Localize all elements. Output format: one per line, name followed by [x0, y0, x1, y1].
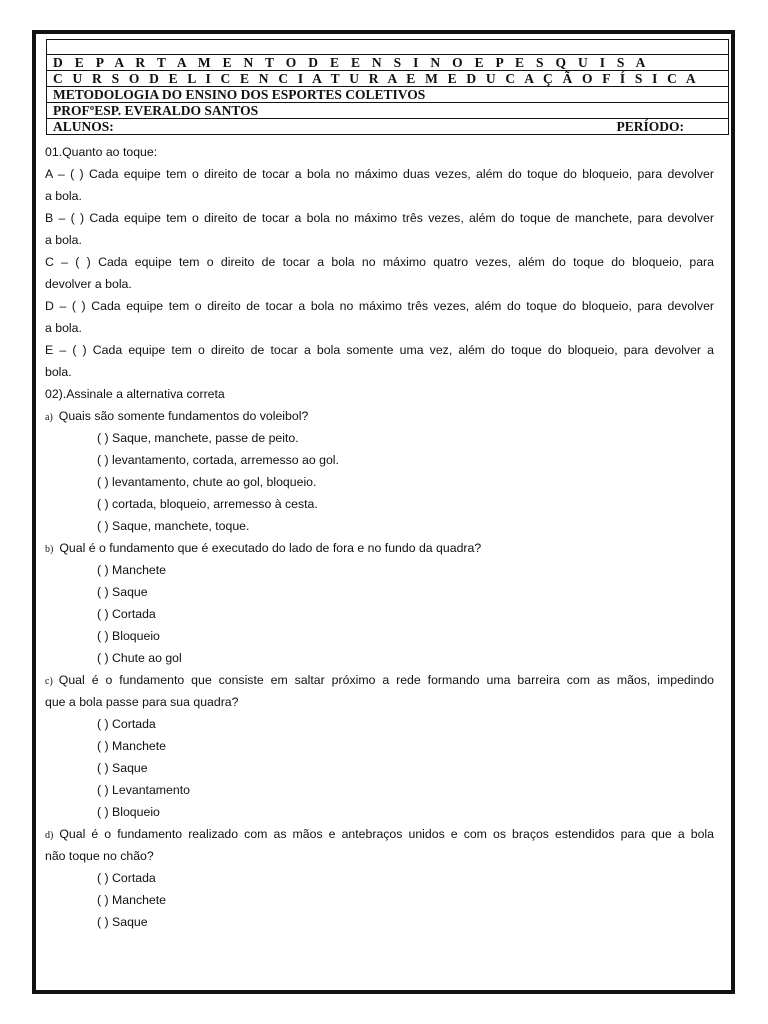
q2a-letter: a)	[45, 412, 53, 423]
q2c-question	[45, 669, 714, 691]
exam-body	[45, 141, 714, 933]
q2c-option-3: ( ) Saque	[97, 761, 148, 775]
q2b-question	[45, 537, 714, 559]
q2a-option-3: ( ) levantamento, chute ao gol, bloqueio.	[97, 475, 317, 489]
q2a-option-4: ( ) cortada, bloqueio, arremesso à cesta.	[97, 497, 318, 511]
q2a-question	[45, 405, 714, 427]
q2c-question-cont: que a bola passe para sua quadra?	[45, 695, 239, 709]
q1-option-e: E – ( ) Cada equipe tem o direito de tocar a bola somente uma vez, além do toque do bloqueio, para devolver a	[45, 343, 714, 357]
q2d-question-cont: não toque no chão?	[45, 849, 154, 863]
q1-option-a-cont: a bola.	[45, 189, 82, 203]
q2d-letter: d)	[45, 830, 54, 841]
q2d-option-3: ( ) Saque	[97, 915, 148, 929]
students-row	[47, 119, 729, 135]
discipline-title: METODOLOGIA DO ENSINO DOS ESPORTES COLETIVOS	[47, 87, 729, 103]
q2c-option-5: ( ) Bloqueio	[97, 805, 160, 819]
q1-option-c: C – ( ) Cada equipe tem o direito de tocar a bola no máximo quatro vezes, além do toque do bloqueio, para	[45, 255, 714, 269]
period-label: PERÍODO:	[616, 119, 684, 134]
q2a-text: Quais são somente fundamentos do voleibol?	[58, 409, 309, 423]
q2c-option-1: ( ) Cortada	[97, 717, 156, 731]
q2d-text: Qual é o fundamento realizado com as mãos e antebraços unidos e com os braços estendidos para que a bola	[59, 827, 714, 841]
q2c-text: Qual é o fundamento que consiste em saltar próximo a rede formando uma barreira com as mãos, impedindo	[58, 673, 714, 687]
q2b-letter: b)	[45, 544, 54, 555]
q1-option-d-cont: a bola.	[45, 321, 82, 335]
q1-option-b-cont: a bola.	[45, 233, 82, 247]
header-table	[46, 39, 729, 135]
q2d-option-1: ( ) Cortada	[97, 871, 156, 885]
q2b-option-4: ( ) Bloqueio	[97, 629, 160, 643]
q1-option-d: D – ( ) Cada equipe tem o direito de tocar a bola no máximo três vezes, além do toque do bloqueio, para devolver	[45, 299, 714, 313]
q1-option-a: A – ( ) Cada equipe tem o direito de tocar a bola no máximo duas vezes, além do toque do bloqueio, para devolver	[45, 167, 714, 181]
q2c-option-2: ( ) Manchete	[97, 739, 167, 753]
q2b-option-1: ( ) Manchete	[97, 563, 167, 577]
header-blank-row	[47, 40, 729, 55]
department-title: D E P A R T A M E N T O D E E N S I N O E P E S Q U I S A	[47, 55, 729, 71]
professor-name: PROFºESP. EVERALDO SANTOS	[47, 103, 729, 119]
q2b-option-2: ( ) Saque	[97, 585, 148, 599]
q1-option-b: B – ( ) Cada equipe tem o direito de tocar a bola no máximo três vezes, além do toque de manchete, para devolver	[45, 211, 714, 225]
course-title: C U R S O D E L I C E N C I A T U R A E M E D U C A Ç Ã O F Í S I C A	[47, 71, 729, 87]
q1-option-c-cont: devolver a bola.	[45, 277, 132, 291]
q2b-text: Qual é o fundamento que é executado do lado de fora e no fundo da quadra?	[59, 541, 482, 555]
q2b-option-5: ( ) Chute ao gol	[97, 651, 182, 665]
q1-title: 01.Quanto ao toque:	[45, 145, 158, 159]
q2d-option-2: ( ) Manchete	[97, 893, 167, 907]
q2a-option-2: ( ) levantamento, cortada, arremesso ao gol.	[97, 453, 339, 467]
q2c-letter: c)	[45, 676, 53, 687]
q2a-option-1: ( ) Saque, manchete, passe de peito.	[97, 431, 299, 445]
students-label: ALUNOS:	[53, 119, 114, 134]
q2d-question	[45, 823, 714, 845]
q1-option-e-cont: bola.	[45, 365, 72, 379]
q2-title: 02).Assinale a alternativa correta	[45, 387, 225, 401]
q2c-option-4: ( ) Levantamento	[97, 783, 190, 797]
q2b-option-3: ( ) Cortada	[97, 607, 156, 621]
q2a-option-5: ( ) Saque, manchete, toque.	[97, 519, 250, 533]
